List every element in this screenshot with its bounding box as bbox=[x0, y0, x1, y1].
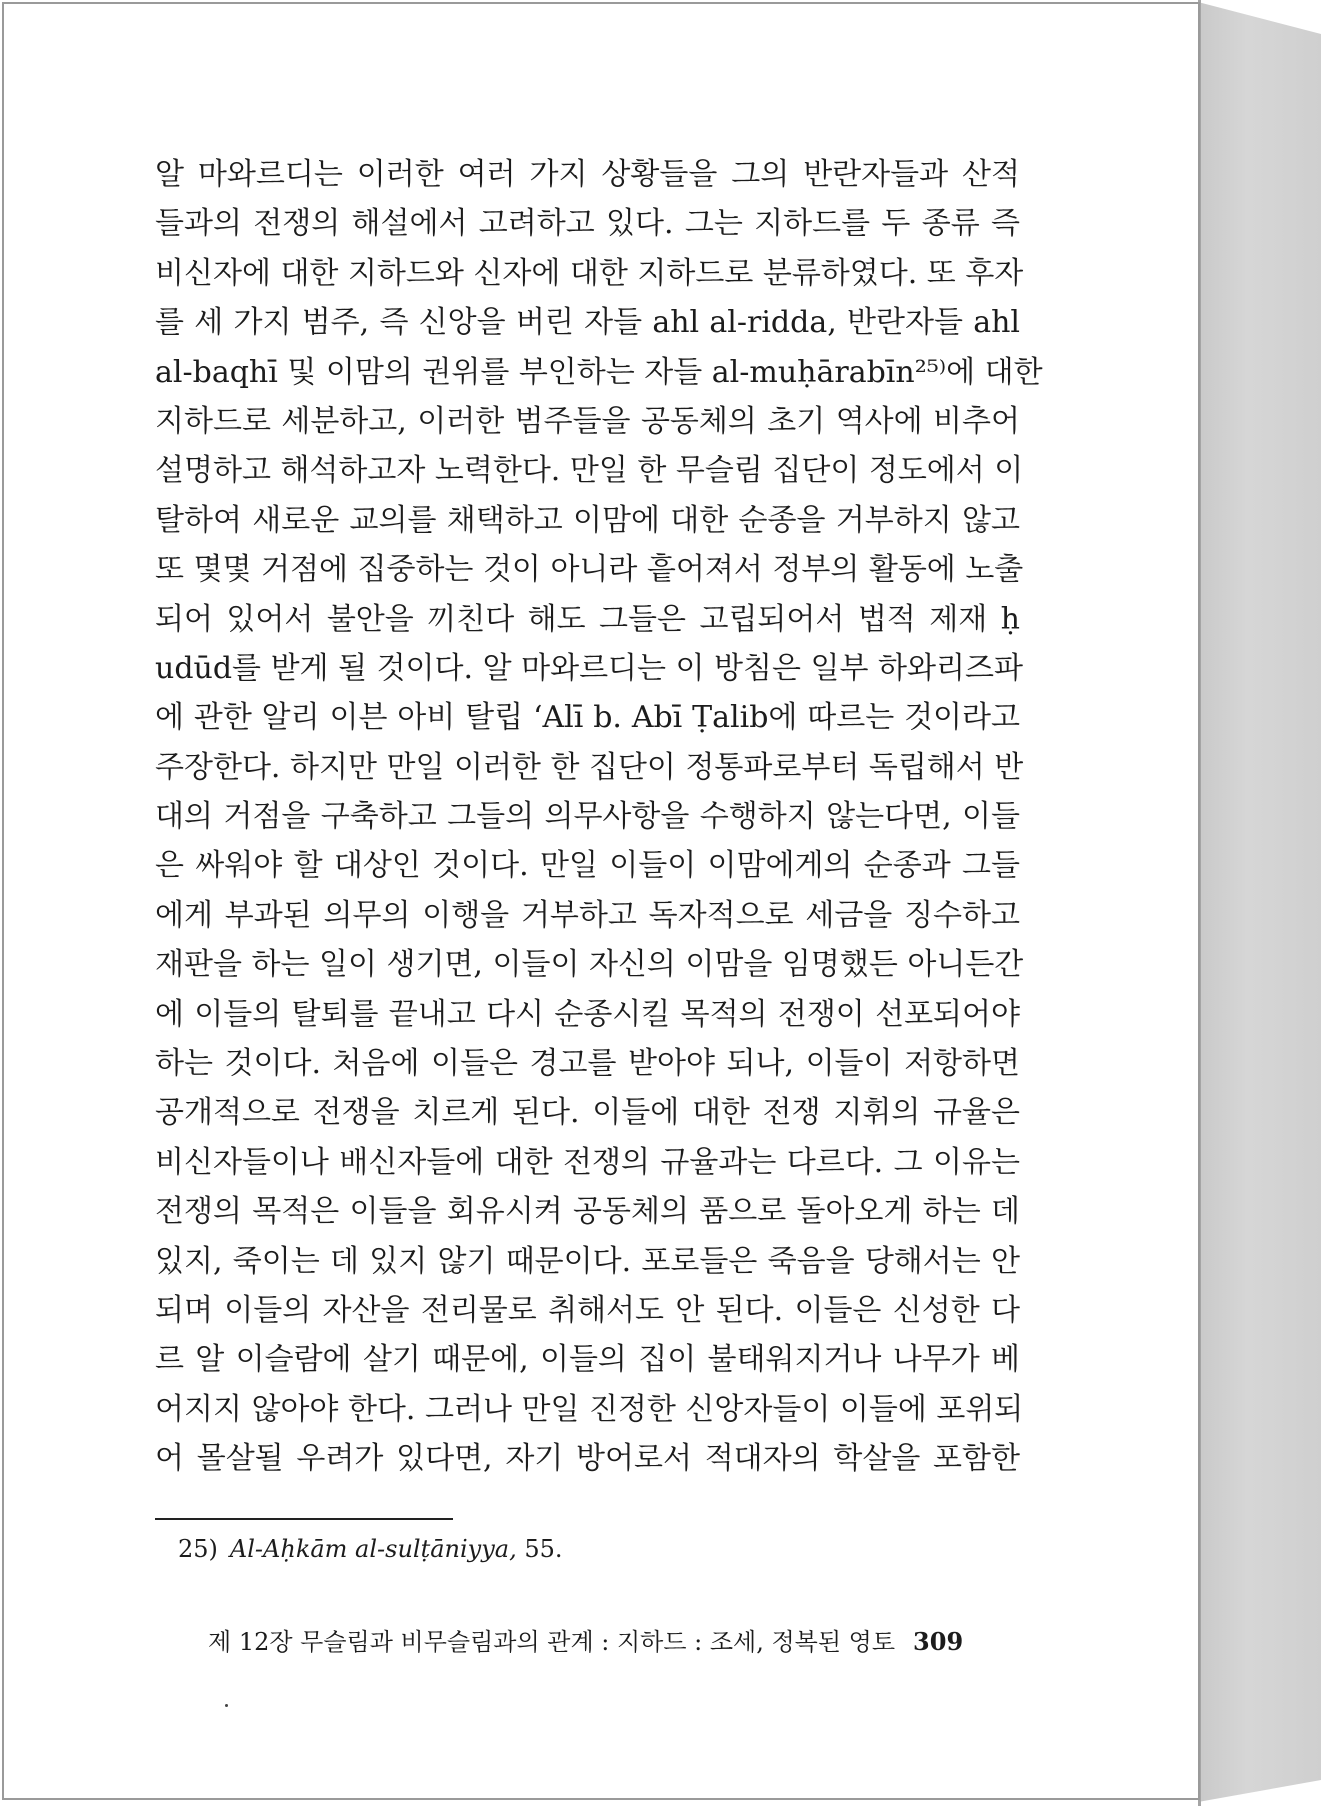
footnote-number: 25) bbox=[178, 1535, 218, 1563]
body-line: 대의 거점을 구축하고 그들의 의무사항을 수행하지 않는다면, 이들 bbox=[155, 799, 1020, 835]
footnote-rule bbox=[155, 1518, 453, 1520]
body-line: al-baqhī 및 이맘의 권위를 부인하는 자들 al-muḥārabīn²⁵⁾에 대한 bbox=[155, 354, 1043, 390]
body-line: 에 관한 알리 이븐 아비 탈립 ‘Alī b. Abī Ṭalib에 따르는 것이라고 bbox=[155, 700, 1020, 736]
body-line: 비신자에 대한 지하드와 신자에 대한 지하드로 분류하였다. 또 후자 bbox=[155, 255, 1024, 291]
body-line: 에게 부과된 의무의 이행을 거부하고 독자적으로 세금을 징수하고 bbox=[155, 897, 1020, 933]
running-footer bbox=[208, 1622, 963, 1657]
body-line: 설명하고 해석하고자 노력한다. 만일 한 무슬림 집단이 정도에서 이 bbox=[155, 453, 1024, 489]
body-line: 에 이들의 탈퇴를 끝내고 다시 순종시킬 목적의 전쟁이 선포되어야 bbox=[155, 996, 1020, 1032]
page-stack-edge bbox=[1198, 0, 1321, 1806]
scan-speck bbox=[225, 1704, 228, 1707]
body-line: 전쟁의 목적은 이들을 회유시켜 공동체의 품으로 돌아오게 하는 데 bbox=[155, 1194, 1020, 1230]
body-line: 비신자들이나 배신자들에 대한 전쟁의 규율과는 다르다. 그 이유는 bbox=[155, 1144, 1020, 1180]
body-line: 하는 것이다. 처음에 이들은 경고를 받아야 되나, 이들이 저항하면 bbox=[155, 1046, 1020, 1082]
page-number: 309 bbox=[913, 1627, 964, 1656]
body-line: 들과의 전쟁의 해설에서 고려하고 있다. 그는 지하드를 두 종류 즉 bbox=[155, 206, 1020, 242]
body-line: 공개적으로 전쟁을 치르게 된다. 이들에 대한 전쟁 지휘의 규율은 bbox=[155, 1095, 1020, 1131]
body-line: 알 마와르디는 이러한 여러 가지 상황들을 그의 반란자들과 산적 bbox=[155, 157, 1020, 192]
body-line: 은 싸워야 할 대상인 것이다. 만일 이들이 이맘에게의 순종과 그들 bbox=[155, 848, 1020, 884]
body-line: 되며 이들의 자산을 전리물로 취해서도 안 된다. 이들은 신성한 다 bbox=[155, 1292, 1020, 1328]
footnote-source-title: Al-Aḥkām al-sulṭāniyya, bbox=[229, 1535, 517, 1563]
body-line: 를 세 가지 범주, 즉 신앙을 버린 자들 ahl al-ridda, 반란자들 ahl bbox=[155, 305, 1020, 341]
body-line: 어 몰살될 우려가 있다면, 자기 방어로서 적대자의 학살을 포함한 bbox=[155, 1441, 1020, 1477]
body-line: 르 알 이슬람에 살기 때문에, 이들의 집이 불태워지거나 나무가 베 bbox=[155, 1342, 1020, 1378]
body-text bbox=[155, 150, 1043, 1484]
body-line: 지하드로 세분하고, 이러한 범주들을 공동체의 초기 역사에 비추어 bbox=[155, 403, 1020, 439]
body-line: 어지지 않아야 한다. 그러나 만일 진정한 신앙자들이 이들에 포위되 bbox=[155, 1391, 1024, 1427]
body-line: 탈하여 새로운 교의를 채택하고 이맘에 대한 순종을 거부하지 않고 bbox=[155, 502, 1020, 538]
body-line: 있지, 죽이는 데 있지 않기 때문이다. 포로들은 죽음을 당해서는 안 bbox=[155, 1243, 1020, 1279]
body-line: 재판을 하는 일이 생기면, 이들이 자신의 이맘을 임명했든 아니든간 bbox=[155, 947, 1024, 983]
running-title: 제 12장 무슬림과 비무슬림과의 관계 : 지하드 : 조세, 정복된 영토 bbox=[208, 1628, 896, 1656]
body-line: 주장한다. 하지만 만일 이러한 한 집단이 정통파로부터 독립해서 반 bbox=[155, 749, 1024, 785]
footnote-page: 55. bbox=[524, 1535, 563, 1563]
body-line: 되어 있어서 불안을 끼친다 해도 그들은 고립되어서 법적 제재 ḥ bbox=[155, 601, 1020, 637]
footnote bbox=[178, 1535, 563, 1563]
body-line: udūd를 받게 될 것이다. 알 마와르디는 이 방침은 일부 하와리즈파 bbox=[155, 650, 1023, 686]
body-line: 또 몇몇 거점에 집중하는 것이 아니라 흩어져서 정부의 활동에 노출 bbox=[155, 552, 1024, 588]
